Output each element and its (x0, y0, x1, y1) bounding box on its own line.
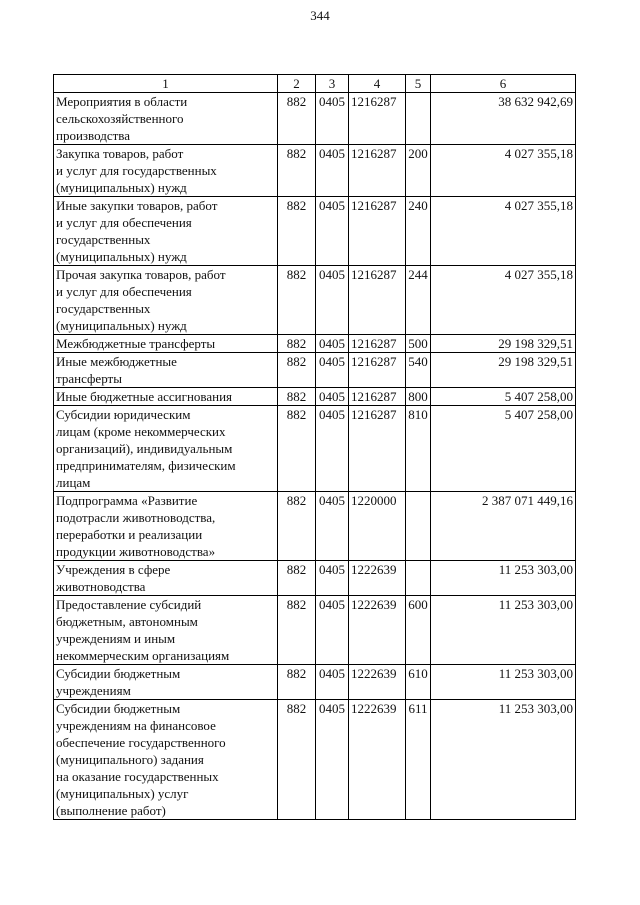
cell-expense-type: 610 (406, 665, 431, 700)
cell-amount: 4 027 355,18 (431, 266, 576, 335)
cell-grbs-code: 882 (278, 665, 316, 700)
cell-amount: 11 253 303,00 (431, 561, 576, 596)
table-row (54, 665, 576, 700)
cell-name: Мероприятия в области сельскохозяйственного производства (54, 93, 278, 145)
cell-section-code: 0405 (316, 93, 349, 145)
cell-grbs-code: 882 (278, 335, 316, 353)
table-row (54, 145, 576, 197)
table-row (54, 406, 576, 492)
cell-section-code: 0405 (316, 335, 349, 353)
cell-section-code: 0405 (316, 492, 349, 561)
table-row (54, 700, 576, 820)
cell-expense-type: 540 (406, 353, 431, 388)
cell-name: Субсидии юридическим лицам (кроме некоммерческих организаций), индивидуальным предпринимателям, физическим лицам (54, 406, 278, 492)
cell-target-code: 1216287 (349, 353, 406, 388)
cell-expense-type: 810 (406, 406, 431, 492)
cell-grbs-code: 882 (278, 406, 316, 492)
cell-section-code: 0405 (316, 266, 349, 335)
table-row (54, 596, 576, 665)
cell-name: Иные закупки товаров, работ и услуг для обеспечения государственных (муниципальных) нужд (54, 197, 278, 266)
cell-amount: 4 027 355,18 (431, 197, 576, 266)
cell-name: Подпрограмма «Развитие подотрасли животноводства, переработки и реализации продукции животноводства» (54, 492, 278, 561)
cell-grbs-code: 882 (278, 197, 316, 266)
cell-target-code: 1216287 (349, 335, 406, 353)
cell-name: Субсидии бюджетным учреждениям (54, 665, 278, 700)
cell-grbs-code: 882 (278, 266, 316, 335)
cell-amount: 11 253 303,00 (431, 700, 576, 820)
cell-amount: 2 387 071 449,16 (431, 492, 576, 561)
cell-expense-type: 200 (406, 145, 431, 197)
cell-name: Межбюджетные трансферты (54, 335, 278, 353)
cell-amount: 11 253 303,00 (431, 596, 576, 665)
cell-amount: 38 632 942,69 (431, 93, 576, 145)
cell-name: Прочая закупка товаров, работ и услуг для обеспечения государственных (муниципальных) нужд (54, 266, 278, 335)
cell-expense-type: 500 (406, 335, 431, 353)
column-header: 4 (349, 75, 406, 93)
cell-expense-type (406, 561, 431, 596)
cell-grbs-code: 882 (278, 596, 316, 665)
cell-grbs-code: 882 (278, 388, 316, 406)
cell-section-code: 0405 (316, 596, 349, 665)
cell-target-code: 1220000 (349, 492, 406, 561)
cell-amount: 29 198 329,51 (431, 335, 576, 353)
cell-expense-type: 240 (406, 197, 431, 266)
cell-amount: 5 407 258,00 (431, 388, 576, 406)
cell-section-code: 0405 (316, 406, 349, 492)
table-row (54, 197, 576, 266)
cell-amount: 4 027 355,18 (431, 145, 576, 197)
cell-section-code: 0405 (316, 561, 349, 596)
cell-amount: 5 407 258,00 (431, 406, 576, 492)
cell-expense-type (406, 492, 431, 561)
table-body (54, 93, 576, 820)
budget-table (53, 74, 576, 820)
cell-section-code: 0405 (316, 353, 349, 388)
page-number: 344 (310, 8, 330, 23)
cell-target-code: 1222639 (349, 596, 406, 665)
cell-grbs-code: 882 (278, 353, 316, 388)
table-row (54, 335, 576, 353)
cell-name: Субсидии бюджетным учреждениям на финансовое обеспечение государственного (муниципального) задания на оказание государственных (муниципальных) услуг (выполнение работ) (54, 700, 278, 820)
cell-name: Иные бюджетные ассигнования (54, 388, 278, 406)
cell-target-code: 1222639 (349, 700, 406, 820)
cell-section-code: 0405 (316, 700, 349, 820)
cell-target-code: 1216287 (349, 406, 406, 492)
cell-name: Иные межбюджетные трансферты (54, 353, 278, 388)
cell-target-code: 1216287 (349, 197, 406, 266)
table-row (54, 492, 576, 561)
cell-section-code: 0405 (316, 197, 349, 266)
table-row (54, 353, 576, 388)
cell-target-code: 1222639 (349, 561, 406, 596)
column-header: 1 (54, 75, 278, 93)
cell-grbs-code: 882 (278, 700, 316, 820)
column-header: 2 (278, 75, 316, 93)
cell-target-code: 1216287 (349, 145, 406, 197)
table-row (54, 561, 576, 596)
cell-section-code: 0405 (316, 665, 349, 700)
cell-target-code: 1216287 (349, 388, 406, 406)
cell-target-code: 1216287 (349, 93, 406, 145)
cell-name: Предоставление субсидий бюджетным, автономным учреждениям и иным некоммерческим организациям (54, 596, 278, 665)
cell-section-code: 0405 (316, 145, 349, 197)
cell-amount: 29 198 329,51 (431, 353, 576, 388)
cell-expense-type: 800 (406, 388, 431, 406)
cell-expense-type (406, 93, 431, 145)
column-header: 3 (316, 75, 349, 93)
cell-name: Учреждения в сфере животноводства (54, 561, 278, 596)
cell-amount: 11 253 303,00 (431, 665, 576, 700)
cell-target-code: 1216287 (349, 266, 406, 335)
cell-expense-type: 244 (406, 266, 431, 335)
cell-section-code: 0405 (316, 388, 349, 406)
table-header-row (54, 75, 576, 93)
column-header: 5 (406, 75, 431, 93)
table-row (54, 266, 576, 335)
cell-grbs-code: 882 (278, 492, 316, 561)
column-header: 6 (431, 75, 576, 93)
cell-grbs-code: 882 (278, 145, 316, 197)
cell-grbs-code: 882 (278, 561, 316, 596)
table-row (54, 93, 576, 145)
cell-grbs-code: 882 (278, 93, 316, 145)
cell-name: Закупка товаров, работ и услуг для государственных (муниципальных) нужд (54, 145, 278, 197)
cell-expense-type: 600 (406, 596, 431, 665)
cell-expense-type: 611 (406, 700, 431, 820)
cell-target-code: 1222639 (349, 665, 406, 700)
table-row (54, 388, 576, 406)
